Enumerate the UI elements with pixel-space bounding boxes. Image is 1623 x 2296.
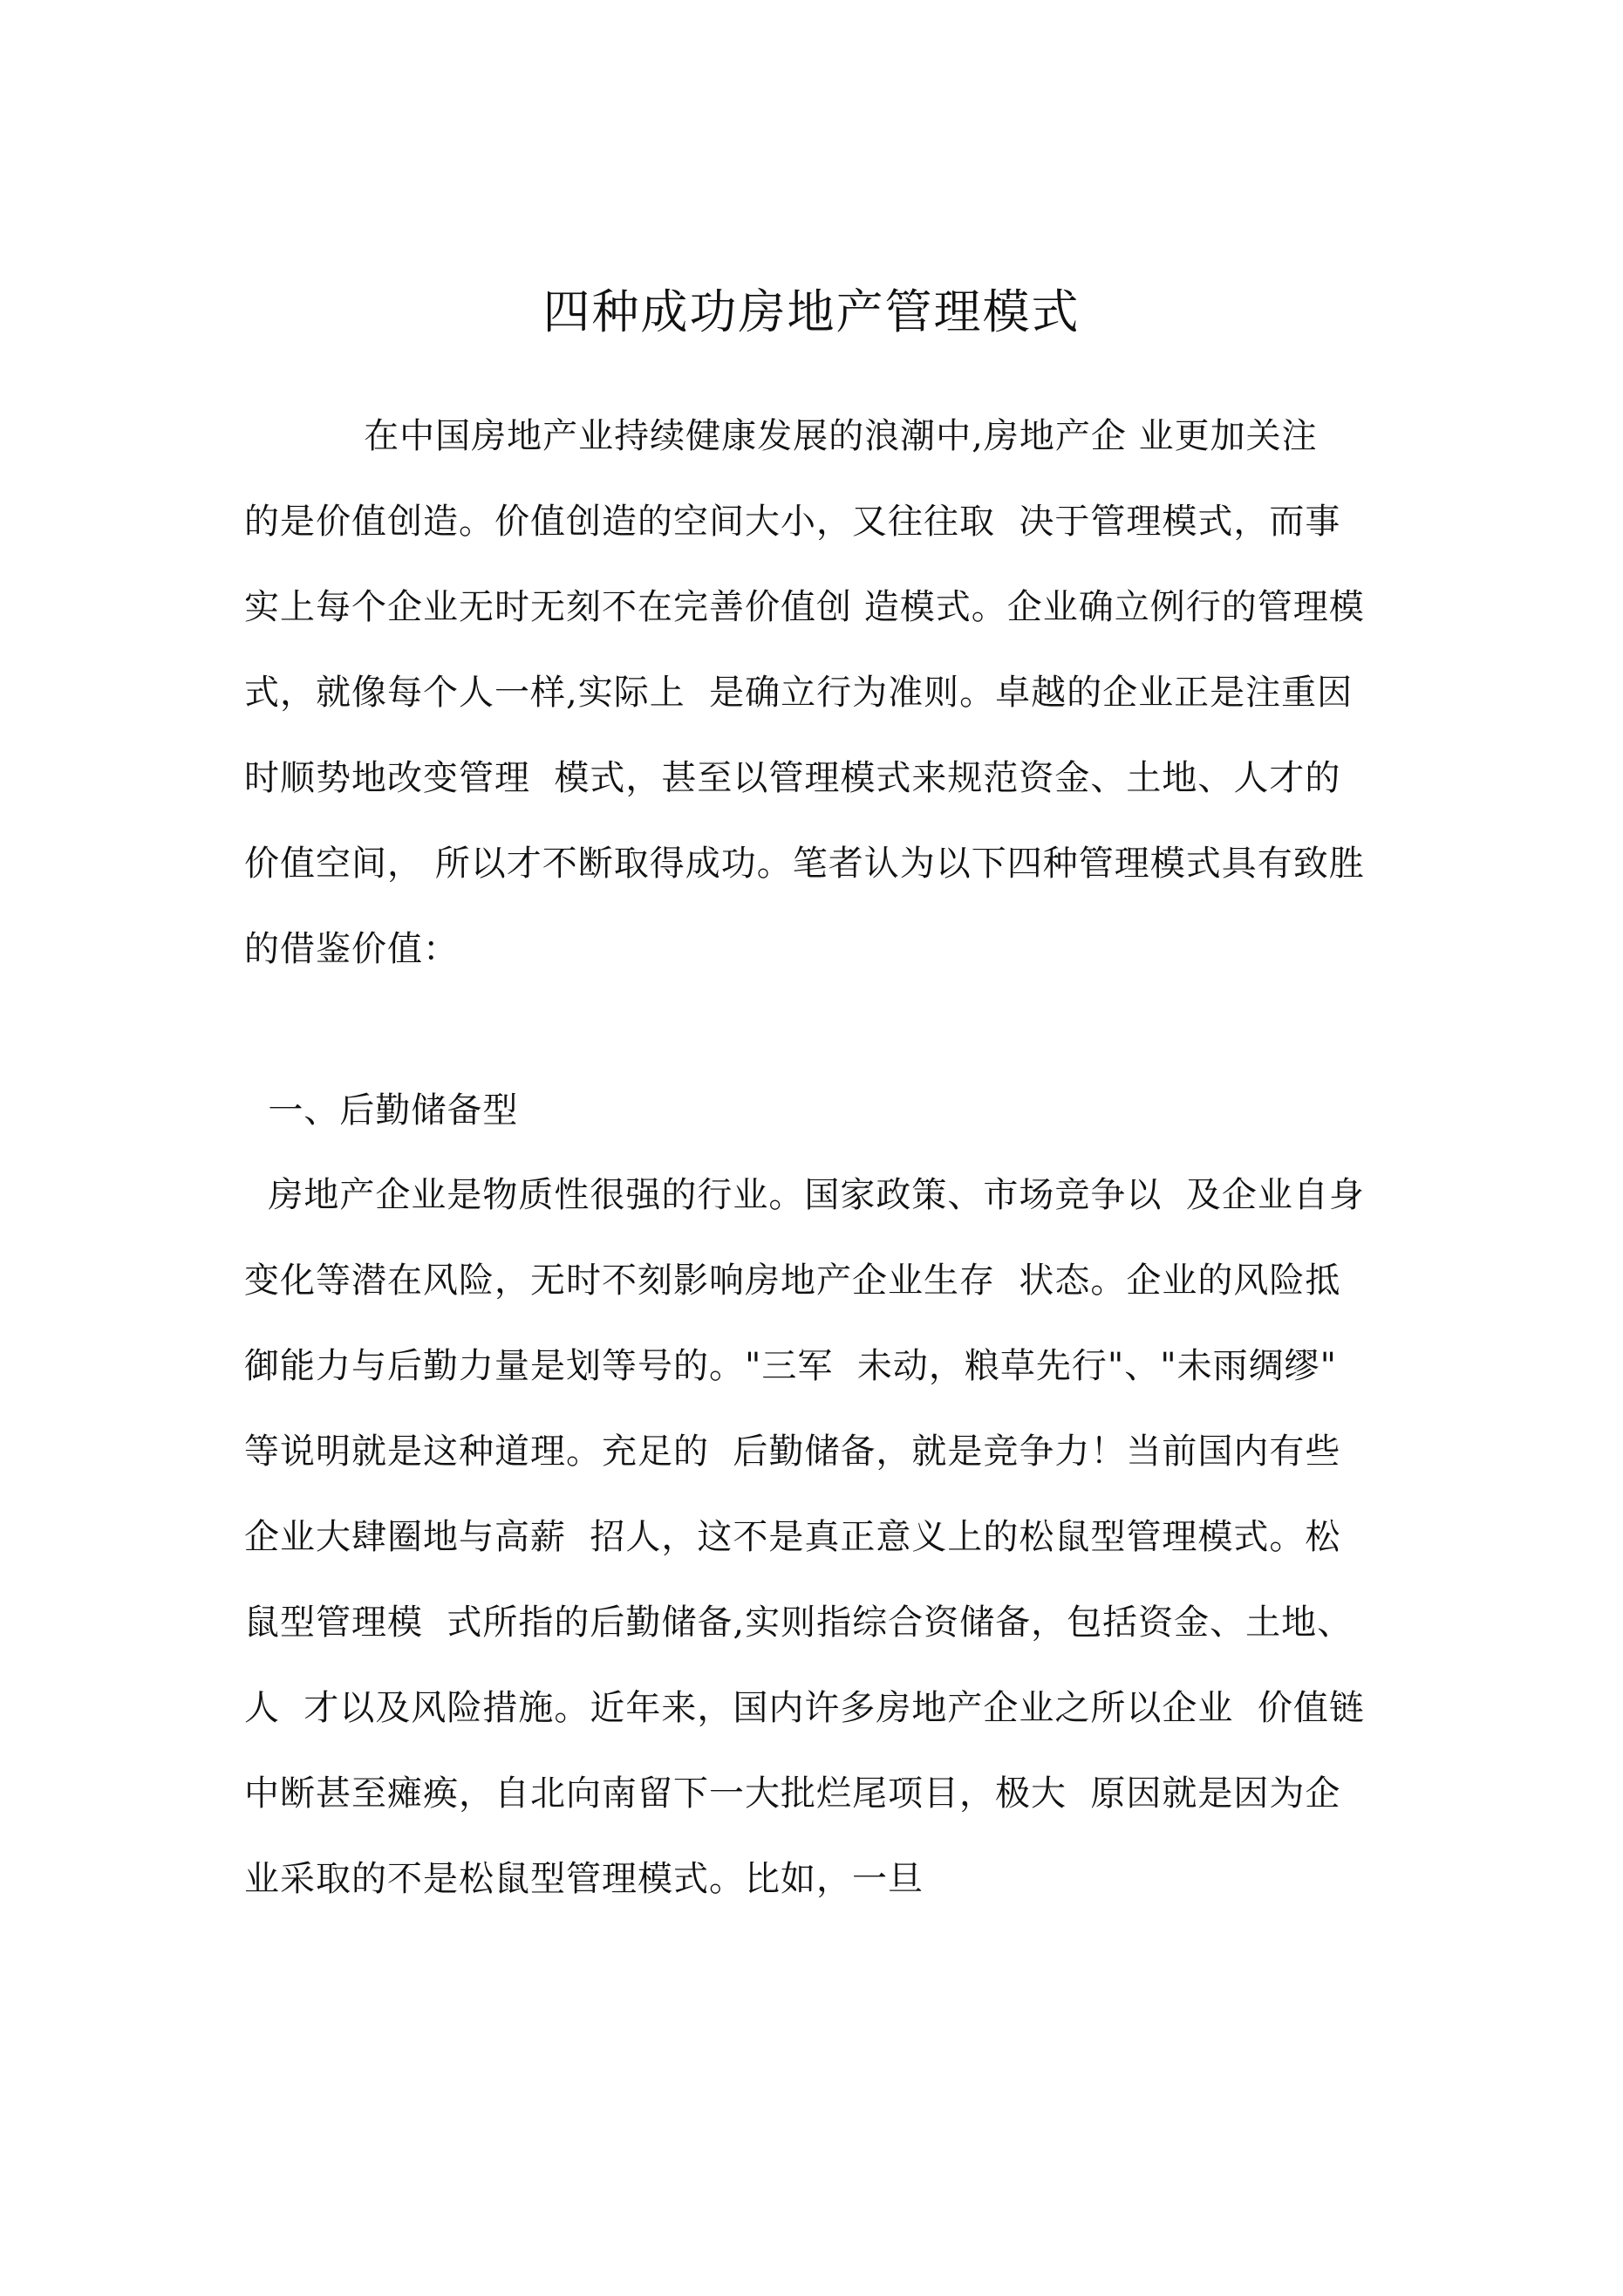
intro-line-2: 的是价值创造。价值创造的空间大小，又往往取 决于管理模式，而事	[244, 502, 1341, 542]
section-line-8: 中断甚至瘫痪，自北向南留下一大批烂尾项目，极大 原因就是因为企	[244, 1773, 1341, 1814]
section-line-7: 人 才以及风险措施。近年来，国内许多房地产企业之所以企业 价值链	[244, 1688, 1365, 1728]
intro-line-7: 的借鉴价值：	[244, 929, 459, 969]
section-line-4: 等说明就是这种道理。充足的 后勤储备，就是竞争力！当前国内有些	[244, 1432, 1341, 1472]
intro-line-1: 在中国房地产业持续健康发展的浪潮中,房地产企 业更加关注	[244, 416, 1318, 456]
section-heading: 一、后勤储备型	[244, 1090, 519, 1131]
section-line-5: 企业大肆圈地与高薪 招人，这不是真正意义上的松鼠型管理模式。松	[244, 1517, 1341, 1557]
intro-line-3: 实上每个企业无时无刻不在完善价值创 造模式。企业确立例行的管理模	[244, 587, 1365, 627]
section-line-3: 御能力与后勤力量是划等号的。"三军 未动，粮草先行"、"未雨绸缪"	[244, 1346, 1338, 1386]
intro-line-5: 时顺势地改变管理 模式，甚至以管理模式来规范资金、土地、人才的	[244, 758, 1341, 798]
intro-line-6: 价值空间， 所以才不断取得成功。笔者认为以下四种管理模式具有致胜	[244, 844, 1365, 884]
intro-line-4: 式，就像每个人一样,实际上 是确立行为准则。卓越的企业正是注重因	[244, 673, 1354, 713]
section-line-1: 房地产企业是物质性很强的行业。国家政策、市场竞争以 及企业自身	[244, 1175, 1365, 1215]
section-line-9: 业采取的不是松鼠型管理模式。比如，一旦	[244, 1859, 924, 1899]
section-line-2: 变化等潜在风险，无时不刻影响房地产企业生存 状态。企业的风险抵	[244, 1261, 1341, 1301]
document-title: 四种成功房地产管理模式	[542, 284, 1081, 339]
section-line-6: 鼠型管理模 式所指的后勤储备,实则指综合资储备，包括资金、土地、	[244, 1602, 1354, 1643]
